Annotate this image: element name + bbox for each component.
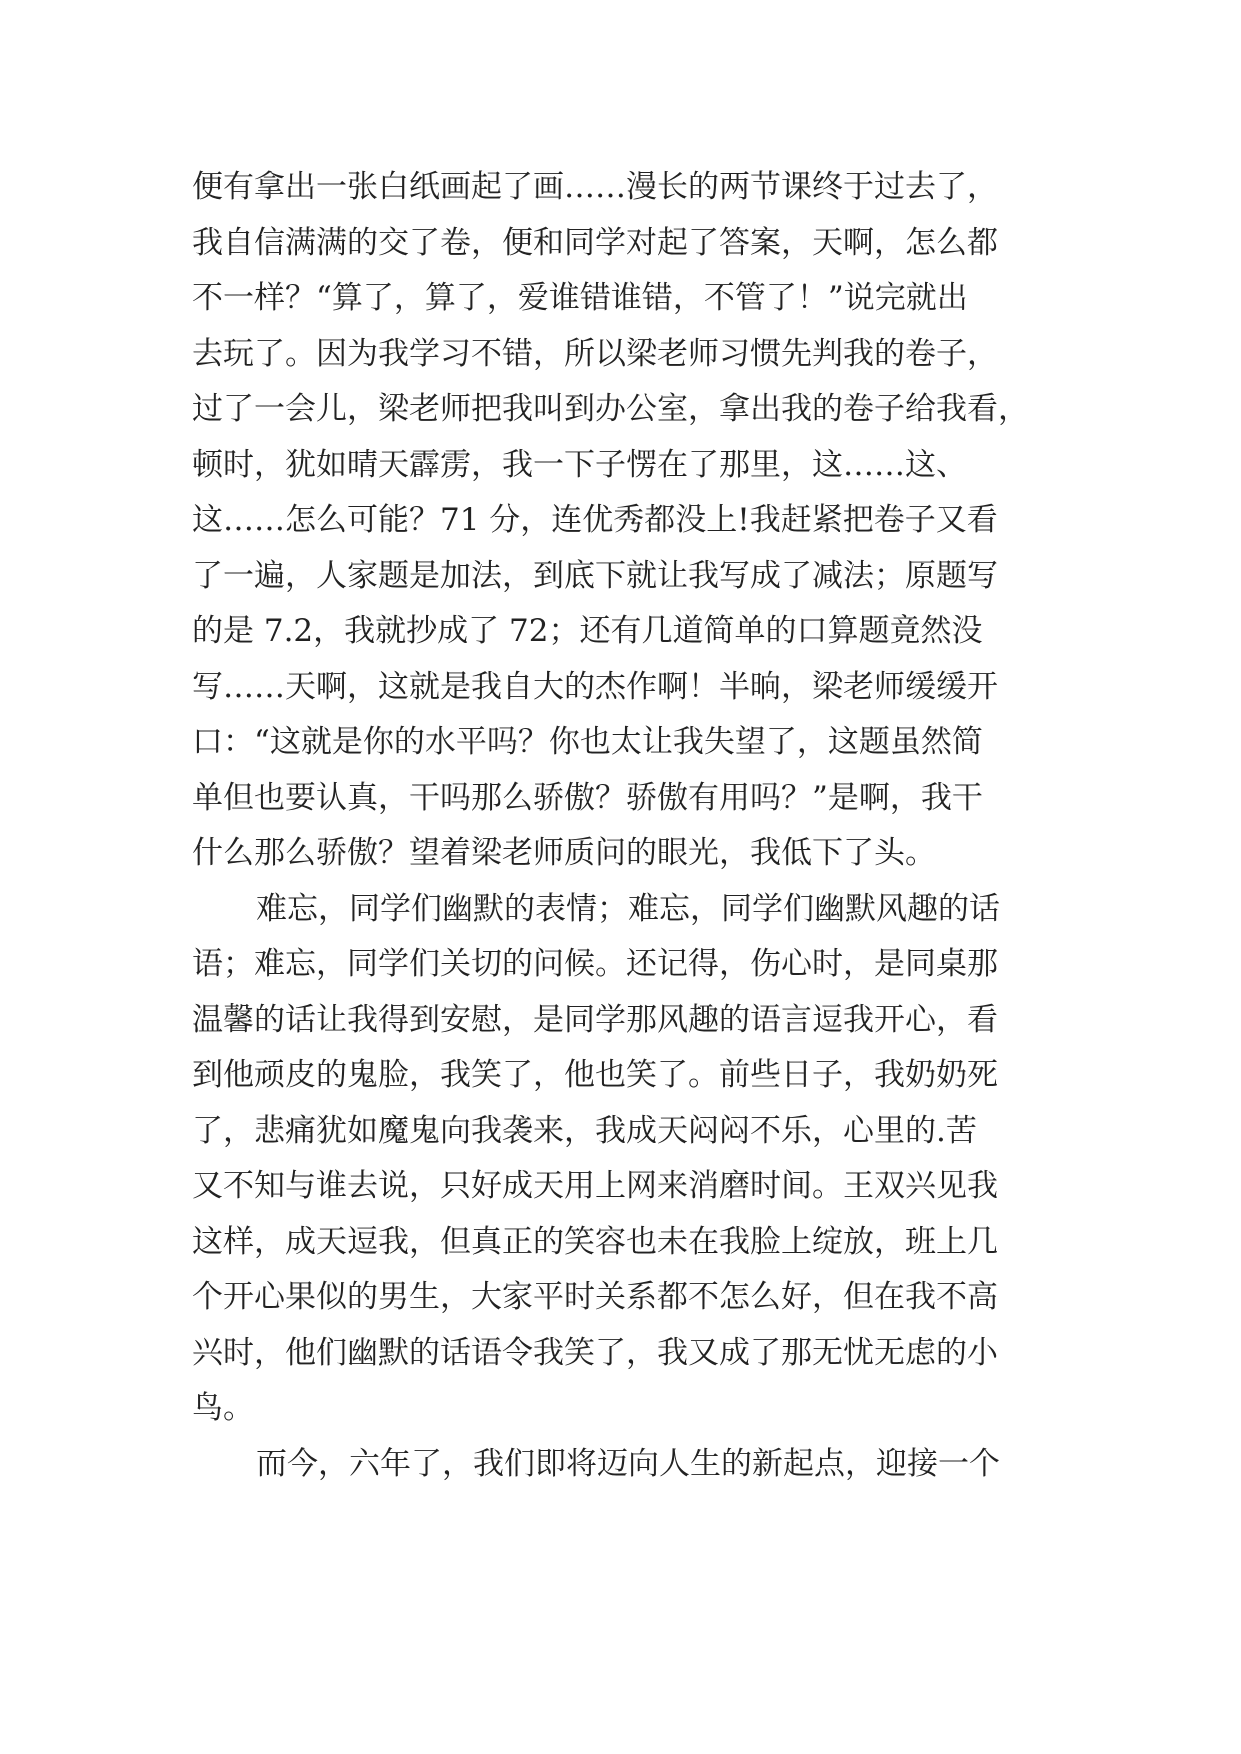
text-line: 这样，成天逗我，但真正的笑容也未在我脸上绽放，班上几 [192, 1223, 998, 1260]
text-line: 过了一会儿，梁老师把我叫到办公室，拿出我的卷子给我看， [192, 391, 1029, 427]
text-line: 口：“这就是你的水平吗？你也太让我失望了，这题虽然简 [192, 724, 983, 760]
text-line: 便有拿出一张白纸画起了画……漫长的两节课终于过去了， [192, 169, 998, 205]
text-line: 这……怎么可能？71 分，连优秀都没上!我赶紧把卷子又看 [192, 502, 998, 538]
text-line: 了，悲痛犹如魔鬼向我袭来，我成天闷闷不乐，心里的.苦 [192, 1112, 977, 1149]
text-line: 什么那么骄傲？望着梁老师质问的眼光，我低下了头。 [192, 835, 936, 871]
text-line: 又不知与谁去说，只好成天用上网来消磨时间。王双兴见我 [192, 1168, 998, 1204]
text-line: 个开心果似的男生，大家平时关系都不怎么好，但在我不高 [192, 1279, 998, 1315]
document-body [192, 160, 1052, 1492]
text-line: 语；难忘，同学们关切的问候。还记得，伤心时，是同桌那 [192, 946, 998, 982]
text-line: 单但也要认真，干吗那么骄傲？骄傲有用吗？”是啊，我干 [192, 779, 983, 816]
text-line: 鸟。 [192, 1390, 254, 1426]
text-line: 了一遍，人家题是加法，到底下就让我写成了减法；原题写 [192, 557, 998, 594]
text-line: 的是 7.2，我就抄成了 72；还有几道简单的口算题竟然没 [192, 613, 983, 649]
text-line: 写……天啊，这就是我自大的杰作啊！半晌，梁老师缓缓开 [192, 668, 998, 705]
paragraph-first-line: 而今，六年了，我们即将迈向人生的新起点，迎接一个 [256, 1445, 1000, 1482]
text-line: 温馨的话让我得到安慰，是同学那风趣的语言逗我开心，看 [192, 1001, 998, 1038]
text-line: 我自信满满的交了卷，便和同学对起了答案，天啊，怎么都 [192, 224, 998, 261]
text-line: 不一样？“算了，算了，爱谁错谁错，不管了！”说完就出 [192, 280, 968, 316]
text-line: 兴时，他们幽默的话语令我笑了，我又成了那无忧无虑的小 [192, 1334, 998, 1371]
text-line: 到他顽皮的鬼脸，我笑了，他也笑了。前些日子，我奶奶死 [192, 1057, 998, 1093]
text-line: 顿时，犹如晴天霹雳，我一下子愣在了那里，这……这、 [192, 446, 967, 483]
text-line: 去玩了。因为我学习不错，所以梁老师习惯先判我的卷子， [192, 335, 998, 372]
paragraph-first-line: 难忘，同学们幽默的表情；难忘，同学们幽默风趣的话 [256, 890, 1000, 927]
